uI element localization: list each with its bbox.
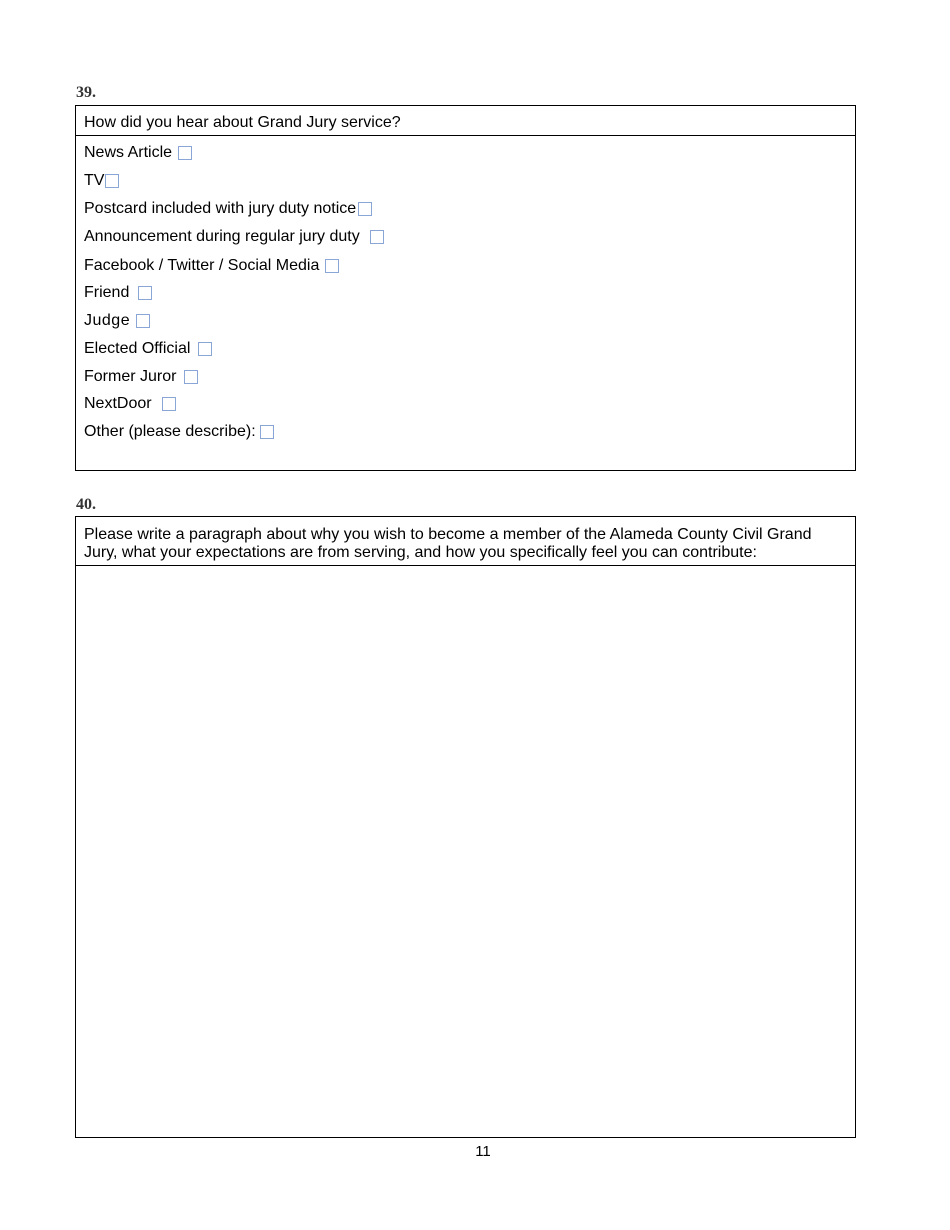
option-label: Other (please describe): bbox=[84, 423, 256, 440]
judge-checkbox[interactable] bbox=[136, 314, 150, 328]
option-nextdoor bbox=[84, 394, 176, 414]
option-label: Postcard included with jury duty notice bbox=[84, 200, 357, 217]
page-number: 11 bbox=[475, 1143, 491, 1160]
postcard-checkbox[interactable] bbox=[358, 202, 372, 216]
option-label: Elected Official bbox=[84, 340, 191, 357]
option-label: TV bbox=[84, 172, 105, 189]
news-article-checkbox[interactable] bbox=[178, 146, 192, 160]
other-checkbox[interactable] bbox=[260, 425, 274, 439]
option-tv bbox=[84, 171, 119, 191]
elected-official-checkbox[interactable] bbox=[198, 342, 212, 356]
option-former-juror bbox=[84, 367, 198, 387]
question-40-text: Please write a paragraph about why you wish to become a member of the Alameda County Civil Grand Jury, what your expectations are from serving, and how you specifically feel you can contribute: bbox=[76, 517, 855, 566]
option-other bbox=[84, 422, 274, 442]
former-juror-checkbox[interactable] bbox=[184, 370, 198, 384]
tv-checkbox[interactable] bbox=[105, 174, 119, 188]
option-label: News Article bbox=[84, 144, 173, 161]
question-39-number: 39. bbox=[76, 84, 96, 101]
option-label: Friend bbox=[84, 284, 130, 301]
option-announcement bbox=[84, 227, 384, 247]
option-label: Judge bbox=[84, 312, 131, 329]
option-friend bbox=[84, 283, 152, 303]
question-39-box bbox=[75, 105, 856, 471]
announcement-checkbox[interactable] bbox=[370, 230, 384, 244]
question-40-number: 40. bbox=[76, 496, 96, 513]
question-40-box bbox=[75, 516, 856, 1138]
friend-checkbox[interactable] bbox=[138, 286, 152, 300]
option-elected-official bbox=[84, 339, 212, 359]
option-label: Former Juror bbox=[84, 368, 177, 385]
nextdoor-checkbox[interactable] bbox=[162, 397, 176, 411]
option-label: Announcement during regular jury duty bbox=[84, 228, 360, 245]
answer-textarea[interactable] bbox=[76, 566, 855, 1137]
option-label: NextDoor bbox=[84, 395, 152, 412]
social-media-checkbox[interactable] bbox=[325, 259, 339, 273]
option-news-article bbox=[84, 143, 192, 163]
option-social-media bbox=[84, 256, 339, 276]
option-label: Facebook / Twitter / Social Media bbox=[84, 257, 320, 274]
question-39-text: How did you hear about Grand Jury service? bbox=[76, 106, 855, 136]
option-judge bbox=[84, 311, 150, 331]
option-postcard bbox=[84, 199, 372, 219]
